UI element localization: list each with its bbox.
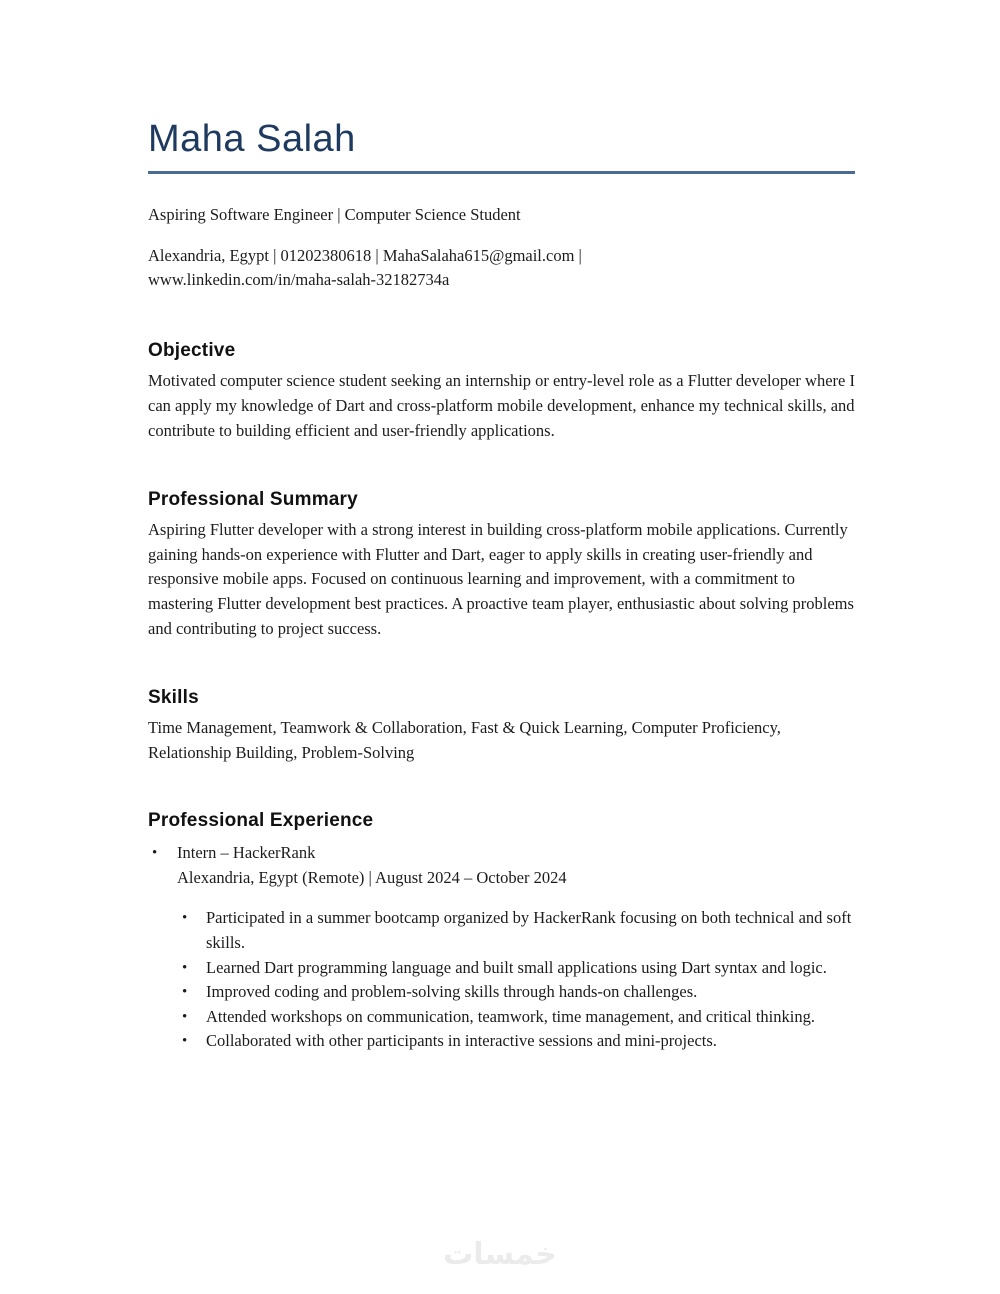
job-bullet-text: Learned Dart programming language and built small applications using Dart syntax and logic.: [206, 957, 827, 977]
page-title: Maha Salah: [148, 118, 356, 160]
bullet-marker: •: [182, 910, 188, 927]
skills-body: Time Management, Teamwork & Collaboration, Fast & Quick Learning, Computer Proficiency, Relationship Building, Problem-Solving: [148, 718, 781, 762]
contact-line-2: www.linkedin.com/in/maha-salah-32182734a: [148, 269, 450, 289]
professional-headline: Aspiring Software Engineer | Computer Science Student: [148, 204, 521, 224]
list-item: [178, 1029, 855, 1054]
list-item: [178, 906, 855, 955]
khamsat-watermark: خمسات: [443, 1237, 557, 1272]
job-bullet-text: Attended workshops on communication, teamwork, time management, and critical thinking.: [206, 1006, 815, 1026]
list-item: [178, 980, 855, 1005]
title-divider: [148, 171, 855, 174]
resume-header: [148, 118, 855, 291]
section-professional-experience: [148, 810, 855, 1054]
summary-heading: Professional Summary: [148, 489, 358, 511]
bullet-marker: •: [152, 845, 158, 862]
section-professional-summary: [148, 489, 855, 641]
job-title: Intern – HackerRank: [177, 843, 316, 863]
section-objective: [148, 340, 855, 443]
job-bullet-text: Collaborated with other participants in interactive sessions and mini-projects.: [206, 1031, 717, 1051]
section-skills: [148, 687, 855, 765]
job-details: [177, 841, 567, 890]
job-bullet-text: Participated in a summer bootcamp organized by HackerRank focusing on both technical and soft skills.: [206, 908, 852, 952]
contact-line-1: Alexandria, Egypt | 01202380618 | MahaSalaha615@gmail.com |: [148, 245, 582, 265]
skills-heading: Skills: [148, 687, 199, 709]
list-item: [178, 956, 855, 981]
bullet-marker: •: [182, 1033, 188, 1050]
bullet-marker: •: [182, 959, 188, 976]
contact-info: [148, 244, 855, 292]
job-entry: [148, 841, 855, 890]
objective-heading: Objective: [148, 340, 236, 362]
summary-body: Aspiring Flutter developer with a strong interest in building cross-platform mobile applications. Currently gaining hands-on experience with Flutter and Dart, eager to apply skills in creating user-friendly and responsive mobile apps. Focused on continuous learning and improvement, with a commitment to mastering Flutter development best practices. A proactive team player, enthusiastic about solving problems and contributing to project success.: [148, 520, 854, 638]
job-bullet-list: [148, 906, 855, 1054]
list-item: [178, 1005, 855, 1030]
objective-body: Motivated computer science student seeking an internship or entry-level role as a Flutter developer where I can apply my knowledge of Dart and cross-platform mobile development, enhance my technical skills, and contribute to building efficient and user-friendly applications.: [148, 371, 855, 440]
job-bullet-text: Improved coding and problem-solving skills through hands-on challenges.: [206, 982, 698, 1002]
bullet-marker: •: [182, 1008, 188, 1025]
job-location-dates: Alexandria, Egypt (Remote) | August 2024 – October 2024: [177, 867, 567, 887]
experience-heading: Professional Experience: [148, 810, 374, 832]
bullet-marker: •: [182, 984, 188, 1001]
